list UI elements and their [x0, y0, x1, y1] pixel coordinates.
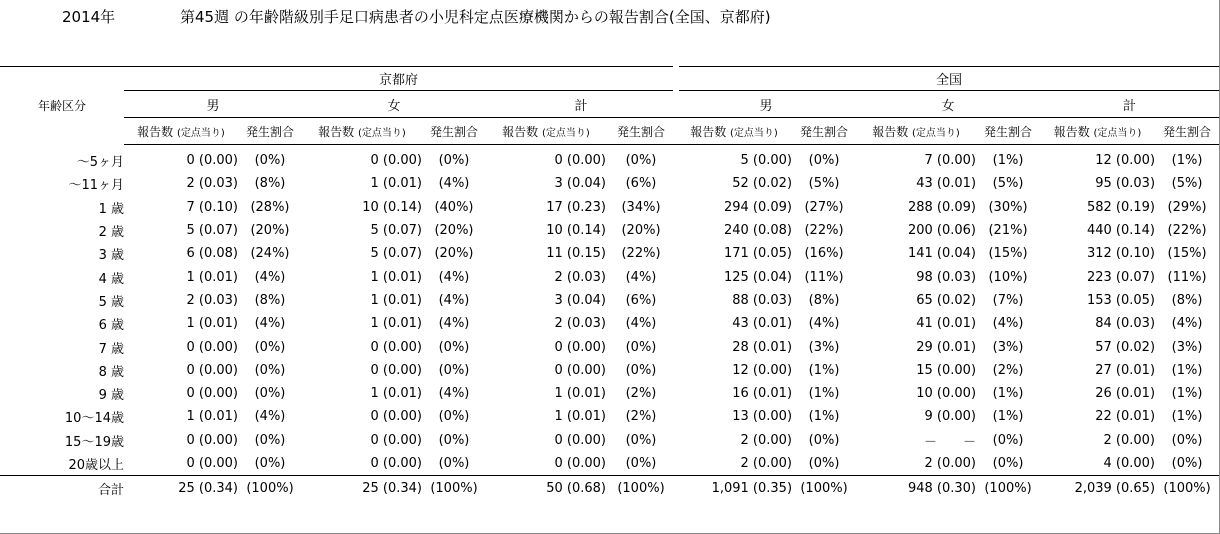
- report-count-cell: 440 (0.14): [1086, 223, 1156, 239]
- report-title: 第45週 の年齢階級別手足口病患者の小児科定点医療機関からの報告割合(全国、京都府): [180, 8, 771, 26]
- report-count-cell: 22 (0.01): [1095, 409, 1156, 425]
- age-cell: 10～14歳: [64, 411, 124, 427]
- ratio-cell: (20%): [250, 223, 290, 239]
- report-count-cell: 5 (0.00): [740, 153, 793, 169]
- ratio-cell: (20%): [434, 246, 474, 262]
- report-count-cell: 1 (0.01): [554, 409, 606, 425]
- report-count-cell: 1 (0.01): [370, 386, 422, 402]
- ratio-cell: (1%): [1171, 362, 1203, 378]
- ratio-cell: (4%): [438, 269, 470, 285]
- report-count-cell: 88 (0.03): [732, 292, 793, 308]
- report-count-cell: 2 (0.00): [740, 456, 793, 471]
- ratio-cell: (0%): [992, 456, 1024, 471]
- ratio-cell: (1%): [992, 153, 1024, 169]
- ratio-cell: (3%): [1171, 339, 1203, 355]
- report-count-cell: 3 (0.04): [554, 292, 606, 308]
- report-count-cell: 1 (0.01): [370, 176, 422, 192]
- ratio-cell: (5%): [1171, 176, 1203, 192]
- ratio-cell: (7%): [992, 292, 1024, 308]
- age-cell: 2 歳: [98, 225, 124, 241]
- ratio-cell: (0%): [625, 339, 657, 355]
- report-count-cell: 2 (0.03): [186, 292, 238, 308]
- report-count-cell: 141 (0.04): [907, 246, 977, 262]
- table-row: [0, 359, 1219, 382]
- report-count-cell: 0 (0.00): [370, 432, 422, 448]
- report-count-cell: 0 (0.00): [370, 409, 422, 425]
- table-body: [0, 145, 1219, 501]
- report-count-cell: 2 (0.03): [186, 176, 238, 192]
- ratio-cell: (1%): [1171, 409, 1203, 425]
- kyoto-female-report-count-header: [302, 118, 422, 145]
- ratio-cell: (0%): [1171, 432, 1203, 448]
- age-cell: 5 歳: [98, 294, 124, 310]
- national-total-header: 計: [1040, 91, 1219, 118]
- national-female-ratio-header: 発生割合: [976, 118, 1040, 145]
- total-report-count-cell: 1,091 (0.35): [676, 476, 792, 501]
- report-count-cell: 12 (0.00): [1095, 153, 1156, 169]
- report-count-cell: 0 (0.00): [186, 432, 238, 448]
- ratio-cell: (1%): [1171, 153, 1203, 169]
- ratio-cell: (22%): [621, 246, 661, 262]
- ratio-cell: (4%): [1171, 316, 1203, 332]
- ratio-cell: (0%): [625, 153, 657, 169]
- report-label: 報告数: [137, 124, 174, 139]
- report-count-cell: 1 (0.01): [370, 292, 422, 308]
- age-cell: 8 歳: [98, 364, 124, 380]
- ratio-cell: (4%): [438, 316, 470, 332]
- ratio-cell: (0%): [808, 432, 840, 448]
- kyoto-female-ratio-header: 発生割合: [422, 118, 486, 145]
- report-count-cell: 7 (0.00): [924, 153, 977, 169]
- national-female-header: 女: [856, 91, 1040, 118]
- age-cell: 4 歳: [98, 271, 124, 287]
- ratio-cell: (15%): [988, 246, 1028, 262]
- ratio-cell: (20%): [621, 223, 661, 239]
- report-count-cell: 0 (0.00): [554, 339, 606, 355]
- ratio-cell: (10%): [988, 269, 1028, 285]
- ratio-cell: (0%): [254, 386, 286, 402]
- report-count-cell: 41 (0.01): [916, 316, 977, 332]
- report-label: 報告数: [502, 124, 539, 139]
- age-distribution-table: [0, 66, 1219, 500]
- national-total-report-count-header: [1040, 118, 1155, 145]
- report-count-cell: 65 (0.02): [916, 292, 977, 308]
- report-count-cell: 0 (0.00): [186, 339, 238, 355]
- ratio-cell: (6%): [625, 292, 657, 308]
- kyoto-total-report-count-header: [486, 118, 606, 145]
- age-cell: 6 歳: [98, 318, 124, 334]
- report-count-cell: 1 (0.01): [186, 316, 238, 332]
- age-column-header: 年齢区分: [0, 67, 124, 145]
- report-count-cell: 2 (0.00): [740, 432, 793, 448]
- report-count-cell: 5 (0.07): [186, 223, 238, 239]
- ratio-cell: (34%): [621, 199, 661, 215]
- report-label: 報告数: [318, 124, 355, 139]
- report-count-cell: 43 (0.01): [916, 176, 977, 192]
- report-count-cell: 43 (0.01): [732, 316, 793, 332]
- report-count-cell: 1 (0.01): [370, 269, 422, 285]
- ratio-cell: (1%): [808, 409, 840, 425]
- report-count-cell: 6 (0.08): [186, 246, 238, 262]
- report-count-cell: 0 (0.00): [554, 456, 606, 471]
- age-cell: 15～19歳: [64, 434, 124, 450]
- report-count-cell: 52 (0.02): [732, 176, 793, 192]
- kyoto-male-ratio-header: 発生割合: [238, 118, 302, 145]
- report-count-cell: 0 (0.00): [370, 362, 422, 378]
- report-count-cell: 57 (0.02): [1095, 339, 1156, 355]
- ratio-cell: (0%): [438, 339, 470, 355]
- table-row: [0, 452, 1219, 476]
- report-count-cell: 84 (0.03): [1095, 316, 1156, 332]
- national-male-ratio-header: 発生割合: [792, 118, 856, 145]
- total-ratio-cell: (100%): [792, 476, 856, 501]
- report-count-cell: 29 (0.01): [916, 339, 977, 355]
- report-count-cell: 0 (0.00): [370, 339, 422, 355]
- ratio-cell: (0%): [625, 456, 657, 471]
- report-count-cell: 312 (0.10): [1086, 246, 1156, 262]
- ratio-cell: (27%): [804, 199, 844, 215]
- ratio-cell: (22%): [1167, 223, 1207, 239]
- ratio-cell: (2%): [625, 386, 657, 402]
- report-count-cell: 1 (0.01): [186, 269, 238, 285]
- report-label: 報告数: [690, 124, 727, 139]
- kyoto-total-ratio-header: 発生割合: [606, 118, 676, 145]
- ratio-cell: (0%): [1171, 456, 1203, 471]
- ratio-cell: (11%): [804, 269, 844, 285]
- report-count-cell: 0 (0.00): [554, 153, 606, 169]
- total-label-cell: 合計: [0, 476, 124, 501]
- ratio-cell: (8%): [1171, 292, 1203, 308]
- ratio-cell: (4%): [808, 316, 840, 332]
- table-row: [0, 242, 1219, 265]
- report-count-cell: 5 (0.07): [370, 246, 422, 262]
- ratio-cell: (0%): [438, 456, 470, 471]
- ratio-cell: (0%): [254, 339, 286, 355]
- per-site-label: (定点当り): [1093, 127, 1142, 139]
- per-site-label: (定点当り): [730, 127, 778, 139]
- ratio-cell: (40%): [434, 199, 474, 215]
- report-count-cell: 15 (0.00): [916, 362, 977, 378]
- report-count-cell: 1 (0.01): [186, 409, 238, 425]
- table-row: [0, 172, 1219, 195]
- age-cell: 7 歳: [98, 341, 124, 357]
- table-row: [0, 219, 1219, 242]
- ratio-cell: (1%): [1171, 386, 1203, 402]
- report-label: 報告数: [1053, 124, 1090, 139]
- report-count-cell: 153 (0.05): [1086, 292, 1156, 308]
- per-site-label: (定点当り): [542, 127, 590, 139]
- ratio-cell: (4%): [625, 269, 657, 285]
- kyoto-male-report-count-header: [124, 118, 238, 145]
- ratio-cell: (0%): [438, 362, 470, 378]
- report-count-cell: 582 (0.19): [1086, 199, 1156, 215]
- ratio-cell: (8%): [254, 292, 286, 308]
- table-row: [0, 429, 1219, 452]
- ratio-cell: (0%): [438, 409, 470, 425]
- ratio-cell: (0%): [438, 153, 470, 169]
- total-report-count-cell: 25 (0.34): [302, 476, 422, 501]
- ratio-cell: (0%): [808, 456, 840, 471]
- ratio-cell: (1%): [808, 386, 840, 402]
- report-count-cell: 10 (0.14): [362, 199, 422, 215]
- ratio-cell: (2%): [625, 409, 657, 425]
- ratio-cell: (5%): [992, 176, 1024, 192]
- report-count-cell: 9 (0.00): [924, 409, 977, 425]
- report-count-cell: 125 (0.04): [723, 269, 793, 285]
- table-row: [0, 196, 1219, 219]
- report-count-cell: 95 (0.03): [1095, 176, 1156, 192]
- report-count-cell: 5 (0.07): [370, 223, 422, 239]
- total-row: [0, 476, 1219, 501]
- ratio-cell: (22%): [804, 223, 844, 239]
- report-count-cell: 10 (0.14): [546, 223, 606, 239]
- ratio-cell: (4%): [625, 316, 657, 332]
- total-ratio-cell: (100%): [422, 476, 486, 501]
- report-count-cell: 4 (0.00): [1103, 456, 1156, 471]
- table-row: [0, 382, 1219, 405]
- age-cell: ～5ヶ月: [76, 154, 124, 170]
- report-count-cell: 0 (0.00): [186, 386, 238, 402]
- ratio-cell: (11%): [1167, 269, 1207, 285]
- report-count-cell: 2 (0.03): [554, 269, 606, 285]
- table-row: [0, 289, 1219, 312]
- report-count-cell: 28 (0.01): [732, 339, 793, 355]
- report-count-cell: 11 (0.15): [546, 246, 606, 262]
- ratio-cell: (4%): [254, 409, 286, 425]
- ratio-cell: (0%): [625, 362, 657, 378]
- ratio-cell: (0%): [254, 153, 286, 169]
- report-count-cell: 2 (0.00): [1103, 432, 1156, 448]
- report-count-cell: 3 (0.04): [554, 176, 606, 192]
- ratio-cell: (2%): [992, 362, 1024, 378]
- ratio-cell: (0%): [808, 153, 840, 169]
- report-count-cell: 7 (0.10): [186, 199, 238, 215]
- total-ratio-cell: (100%): [238, 476, 302, 501]
- ratio-cell: (0%): [625, 432, 657, 448]
- ratio-cell: (15%): [1167, 246, 1207, 262]
- ratio-cell: (0%): [254, 432, 286, 448]
- report-count-cell: 12 (0.00): [732, 362, 793, 378]
- ratio-cell: (1%): [992, 409, 1024, 425]
- report-count-cell: 0 (0.00): [370, 456, 422, 471]
- ratio-cell: (1%): [992, 386, 1024, 402]
- kyoto-male-header: 男: [124, 91, 302, 118]
- table-row: [0, 335, 1219, 358]
- report-count-cell: 17 (0.23): [546, 199, 606, 215]
- ratio-cell: (21%): [988, 223, 1028, 239]
- report-count-cell: 1 (0.01): [554, 386, 606, 402]
- report-year: 2014年: [62, 8, 116, 26]
- age-cell: 9 歳: [98, 388, 124, 404]
- report-count-cell: 223 (0.07): [1086, 269, 1156, 285]
- report-count-cell: 0 (0.00): [554, 432, 606, 448]
- region-header-national: 全国: [676, 67, 1219, 91]
- ratio-cell: (8%): [808, 292, 840, 308]
- report-count-cell: 16 (0.01): [732, 386, 793, 402]
- ratio-cell: (1%): [808, 362, 840, 378]
- report-count-cell: 1 (0.01): [370, 316, 422, 332]
- total-report-count-cell: 50 (0.68): [486, 476, 606, 501]
- report-count-cell: 171 (0.05): [723, 246, 793, 262]
- ratio-cell: (28%): [250, 199, 290, 215]
- kyoto-total-header: 計: [486, 91, 676, 118]
- region-header-kyoto: 京都府: [124, 67, 676, 91]
- subheader-row: [0, 118, 1219, 145]
- report-count-cell: 288 (0.09): [907, 199, 977, 215]
- ratio-cell: (0%): [254, 456, 286, 471]
- per-site-label: (定点当り): [912, 127, 960, 139]
- ratio-cell: (3%): [992, 339, 1024, 355]
- ratio-cell: (8%): [254, 176, 286, 192]
- ratio-cell: (16%): [804, 246, 844, 262]
- ratio-cell: (4%): [254, 316, 286, 332]
- total-ratio-cell: (100%): [606, 476, 676, 501]
- report-count-cell: 0 (0.00): [370, 153, 422, 169]
- report-count-cell: 2 (0.00): [924, 456, 977, 471]
- national-male-report-count-header: [676, 118, 792, 145]
- ratio-cell: (5%): [808, 176, 840, 192]
- report-count-cell: 0 (0.00): [186, 153, 238, 169]
- age-cell: 3 歳: [98, 248, 124, 264]
- ratio-cell: (24%): [250, 246, 290, 262]
- report-count-cell: 26 (0.01): [1095, 386, 1156, 402]
- report-count-cell: 27 (0.01): [1095, 362, 1156, 378]
- ratio-cell: (4%): [438, 292, 470, 308]
- table-row: [0, 405, 1219, 428]
- report-count-cell: 0 (0.00): [554, 362, 606, 378]
- report-count-cell: 294 (0.09): [723, 199, 793, 215]
- ratio-cell: (4%): [438, 176, 470, 192]
- total-report-count-cell: 25 (0.34): [124, 476, 238, 501]
- ratio-cell: (20%): [434, 223, 474, 239]
- national-male-header: 男: [676, 91, 856, 118]
- report-count-cell: 98 (0.03): [916, 269, 977, 285]
- per-site-label: (定点当り): [177, 127, 225, 139]
- age-cell: 1 歳: [98, 201, 124, 217]
- table-row: [0, 145, 1219, 173]
- ratio-cell: (0%): [254, 362, 286, 378]
- report-count-cell: 10 (0.00): [916, 386, 977, 402]
- report-label: 報告数: [872, 124, 909, 139]
- kyoto-female-header: 女: [302, 91, 486, 118]
- national-female-report-count-header: [856, 118, 976, 145]
- table-row: [0, 312, 1219, 335]
- national-total-ratio-header: 発生割合: [1155, 118, 1219, 145]
- total-report-count-cell: 948 (0.30): [856, 476, 976, 501]
- ratio-cell: (30%): [988, 199, 1028, 215]
- total-ratio-cell: (100%): [1155, 476, 1219, 501]
- age-cell: ～11ヶ月: [68, 178, 124, 194]
- ratio-cell: (4%): [438, 386, 470, 402]
- ratio-cell: (4%): [992, 316, 1024, 332]
- report-count-cell: 0 (0.00): [186, 456, 238, 471]
- ratio-cell: (3%): [808, 339, 840, 355]
- ratio-cell: (6%): [625, 176, 657, 192]
- ratio-cell: (29%): [1167, 199, 1207, 215]
- total-report-count-cell: 2,039 (0.65): [1040, 476, 1155, 501]
- ratio-cell: (0%): [438, 432, 470, 448]
- ratio-cell: (0%): [992, 432, 1024, 448]
- report-count-cell: 2 (0.03): [554, 316, 606, 332]
- table-row: [0, 265, 1219, 288]
- report-count-cell: 200 (0.06): [907, 223, 977, 239]
- total-ratio-cell: (100%): [976, 476, 1040, 501]
- report-count-cell: 0 (0.00): [186, 362, 238, 378]
- report-count-cell: 240 (0.08): [723, 223, 793, 239]
- report-count-cell: 13 (0.00): [732, 409, 793, 425]
- per-site-label: (定点当り): [358, 127, 406, 139]
- ratio-cell: (4%): [254, 269, 286, 285]
- report-count-cell: － －: [924, 434, 977, 450]
- age-cell: 20歳以上: [68, 458, 124, 473]
